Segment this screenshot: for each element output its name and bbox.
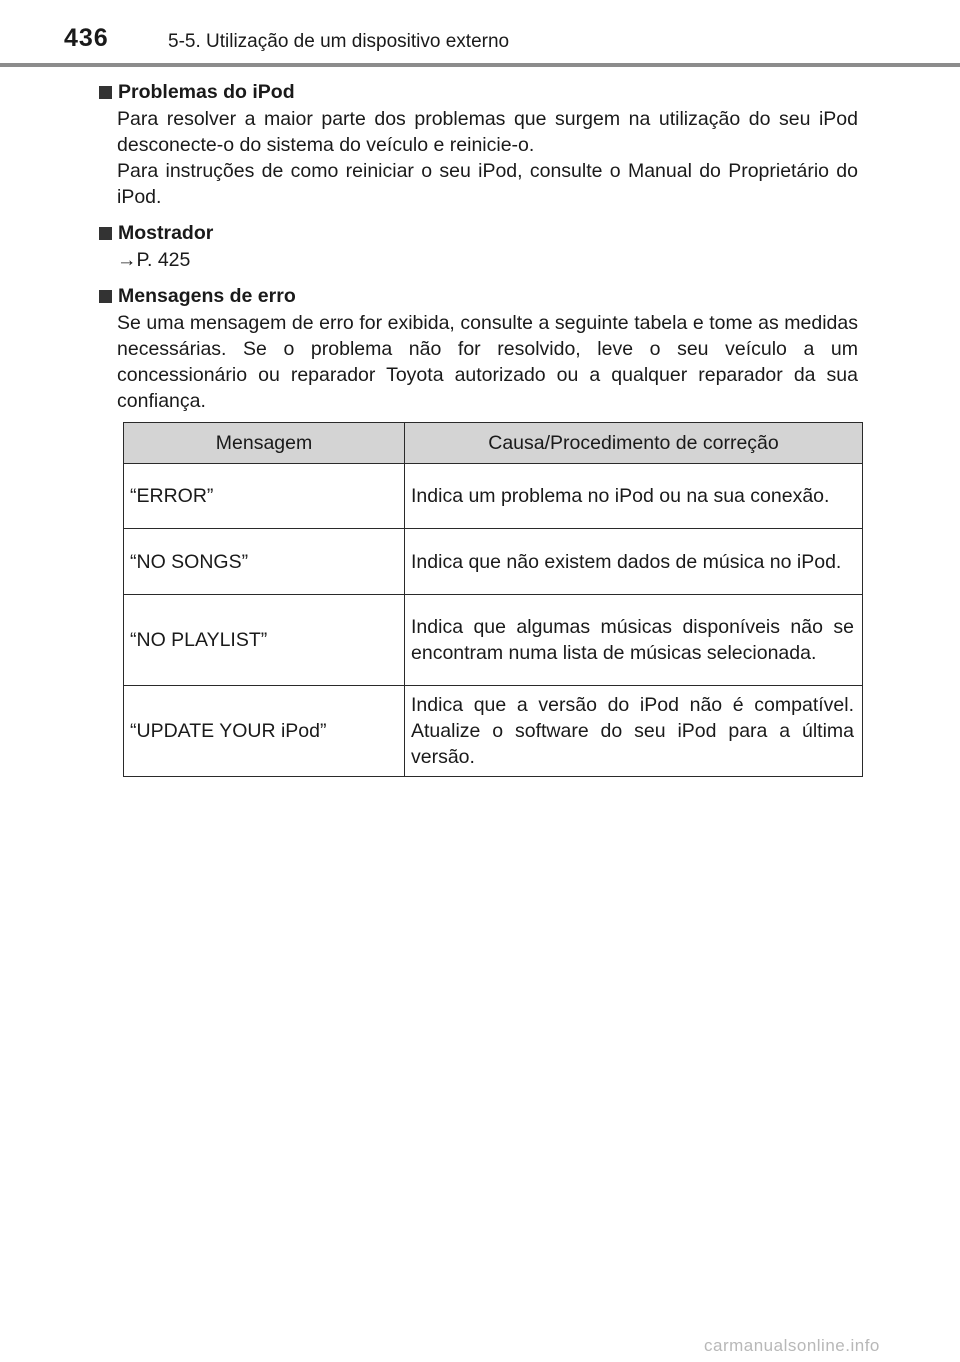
square-bullet-icon (99, 290, 112, 303)
paragraph: Se uma mensagem de erro for exibida, consulte a seguinte tabela e tome as medidas necessárias. Se o problema não for resolvido, leve o seu veículo a um concessionário ou reparador Toyota autorizado ou a qualquer reparador da sua confiança. (117, 312, 858, 412)
error-message-table (123, 422, 863, 777)
message-cell: “UPDATE YOUR iPod” (124, 686, 405, 777)
cause-cell: Indica que algumas músicas disponíveis não se encontram numa lista de músicas selecionada. (405, 595, 863, 686)
page-content (98, 78, 858, 423)
section-title: 5-5. Utilização de um dispositivo externo (168, 31, 510, 52)
square-bullet-icon (99, 86, 112, 99)
section-heading: Mensagens de erro (118, 285, 296, 307)
cause-cell: Indica um problema no iPod ou na sua conexão. (405, 464, 863, 529)
header-divider (0, 63, 960, 67)
page-number: 436 (64, 24, 109, 52)
watermark-text: carmanualsonline.info (704, 1336, 880, 1355)
section-heading: Mostrador (118, 222, 214, 244)
table-row (124, 464, 863, 529)
cause-cell: Indica que a versão do iPod não é compatível. Atualize o software do seu iPod para a última versão. (405, 686, 863, 777)
square-bullet-icon (99, 227, 112, 240)
table-row (124, 686, 863, 777)
paragraph: Para resolver a maior parte dos problemas que surgem na utilização do seu iPod desconecte-o do sistema do veículo e reinicie-o. (117, 108, 858, 156)
message-cell: “NO SONGS” (124, 529, 405, 595)
column-header-message: Mensagem (124, 423, 405, 464)
cause-cell: Indica que não existem dados de música no iPod. (405, 529, 863, 595)
page-reference-link[interactable]: →P. 425 (117, 249, 191, 271)
paragraph: Para instruções de como reiniciar o seu iPod, consulte o Manual do Proprietário do iPod. (117, 160, 858, 208)
page-header (0, 0, 960, 68)
message-cell: “ERROR” (124, 464, 405, 529)
section-display (98, 219, 858, 273)
message-cell: “NO PLAYLIST” (124, 595, 405, 686)
section-error-messages (98, 282, 858, 414)
table-row (124, 529, 863, 595)
section-heading: Problemas do iPod (118, 81, 295, 103)
table-header-row (124, 423, 863, 464)
section-ipod-problems (98, 78, 858, 210)
column-header-cause: Causa/Procedimento de correção (405, 423, 863, 464)
table-row (124, 595, 863, 686)
